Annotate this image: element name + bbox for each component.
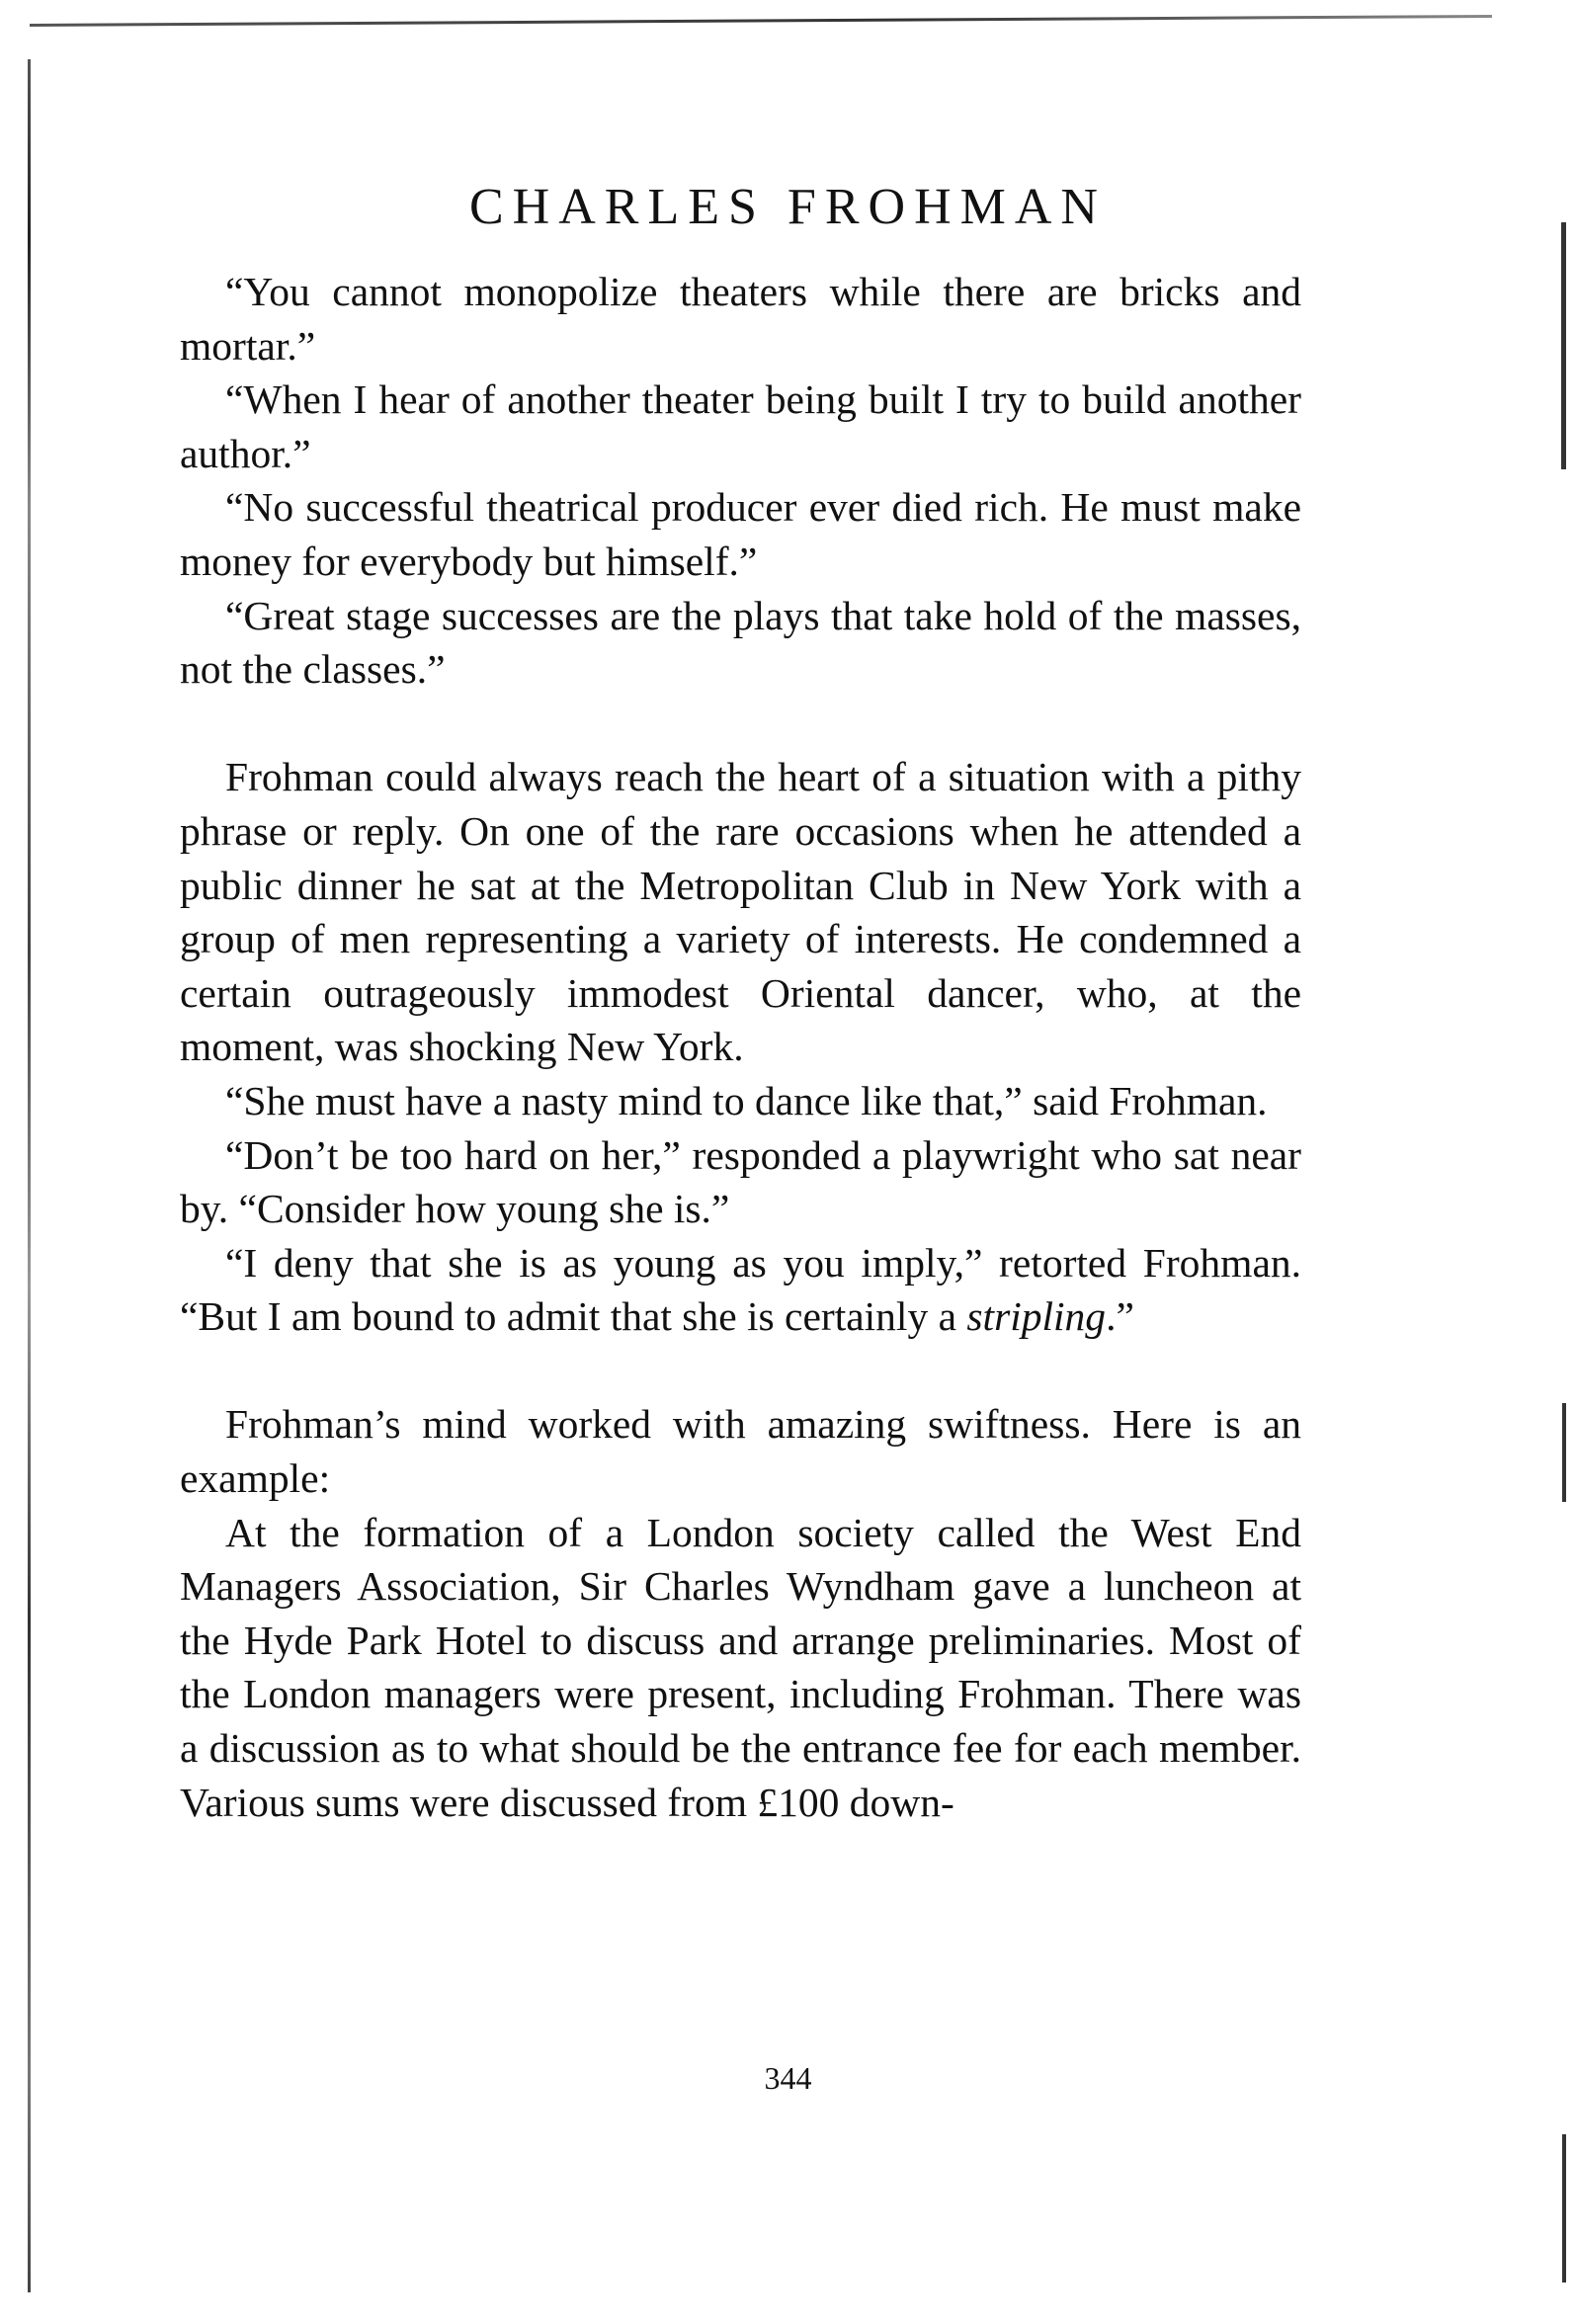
paragraph: “Great stage successes are the plays that take hold of the masses, not the classes.” <box>180 592 1301 693</box>
paragraph-text: .” <box>1106 1293 1134 1340</box>
scan-edge-left <box>28 59 31 2292</box>
scan-edge-mark <box>1562 1403 1566 1502</box>
paragraph: “When I hear of another theater being built I try to build another author.” <box>180 376 1301 476</box>
paragraph: Frohman could always reach the heart of a situation with a pithy phrase or reply. On one of the rare occasions when he attended a public dinner he sat at the Metropolitan Club in New York with a group of men representing a variety of interests. He condemned a certain outrageously immodest Oriental dancer, who, at the moment, was shocking New York. <box>180 754 1301 1070</box>
paragraph: “You cannot monopolize theaters while there are bricks and mortar.” <box>180 269 1301 369</box>
paragraph: “Don’t be too hard on her,” responded a playwright who sat near by. “Consider how young she is.” <box>180 1131 1301 1232</box>
paragraph: Frohman’s mind worked with amazing swiftness. Here is an example: <box>180 1401 1301 1502</box>
paragraph <box>180 1236 1301 1344</box>
body-text <box>180 265 1301 1829</box>
page-number: 344 <box>764 2060 812 2096</box>
paragraph: At the formation of a London society called the West End Managers Association, Sir Charles Wyndham gave a luncheon at the Hyde Park Hotel to discuss and arrange preliminaries. Most of the London managers were present, including Frohman. There was a discussion as to what should be the entrance fee for each member. Various sums were discussed from £100 down- <box>180 1509 1301 1825</box>
scan-edge-mark <box>1562 2134 1566 2282</box>
paragraph-text: “I deny that she is as young as you imply,” retorted Frohman. “But I am bound to admit that she is certainly a <box>180 1239 1301 1340</box>
scan-edge-mark <box>1561 222 1566 469</box>
running-header: CHARLES FROHMAN <box>469 179 1107 235</box>
paragraph: “She must have a nasty mind to dance like that,” said Frohman. <box>225 1077 1268 1123</box>
paragraph: “No successful theatrical producer ever died rich. He must make money for everybody but himself.” <box>180 484 1301 584</box>
scan-edge-top <box>30 15 1492 27</box>
italic-word: stripling <box>966 1293 1107 1340</box>
